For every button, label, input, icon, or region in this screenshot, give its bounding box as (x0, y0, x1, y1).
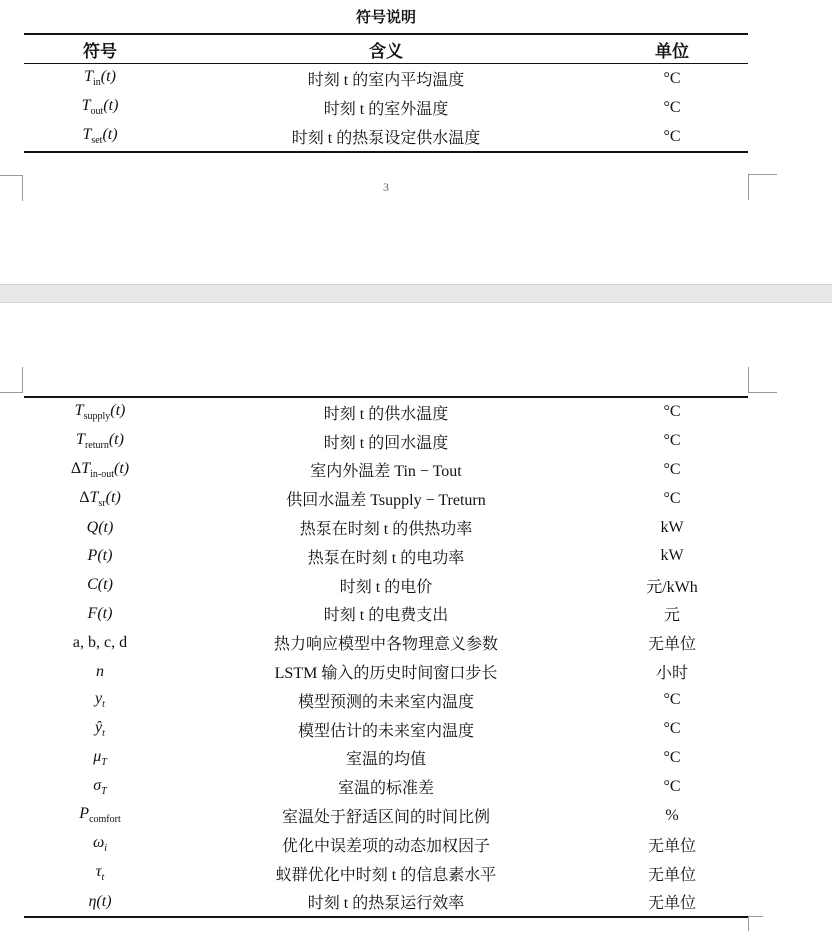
symbol-cell: $\Delta T_{in-out}(t)$ (70, 459, 130, 481)
unit-cell: 无单位 (647, 837, 696, 855)
header-symbol: 符号 (83, 41, 117, 61)
symbol-cell: a, b, c, d (72, 633, 128, 651)
meaning-cell: 热泵在时刻 t 的供热功率 (299, 521, 473, 539)
table-row (24, 571, 748, 600)
meaning-cell: 时刻 t 的供水温度 (323, 405, 449, 423)
symbol-cell: $P_{comfort}$ (79, 805, 121, 826)
unit-cell: °C (663, 98, 681, 116)
symbol-cell: $\mu_T$ (93, 747, 107, 769)
table-row (24, 657, 748, 686)
symbol-cell: C(t) (87, 576, 113, 594)
unit-cell: 元/kWh (646, 578, 698, 596)
meaning-cell: 时刻 t 的电价 (339, 578, 433, 596)
meaning-cell: 时刻 t 的室内平均温度 (307, 72, 465, 89)
meaning-cell: 时刻 t 的回水温度 (323, 434, 449, 452)
page-gap (0, 284, 832, 303)
crop-mark (0, 175, 23, 201)
meaning-cell: 模型预测的未来室内温度 (297, 693, 474, 711)
table-row (24, 456, 748, 485)
unit-cell: 小时 (655, 665, 688, 683)
unit-cell: 无单位 (647, 636, 696, 654)
table-row (24, 628, 748, 657)
table-row (24, 801, 748, 830)
symbol-cell: $ŷ_t$ (95, 719, 105, 740)
symbol-cell: $\Delta T_{sr}(t)$ (79, 488, 121, 509)
meaning-cell: 优化中误差项的动态加权因子 (281, 837, 490, 855)
meaning-cell: 热泵在时刻 t 的电功率 (307, 549, 465, 567)
symbol-cell: $T_{supply}(t)$ (74, 402, 126, 423)
meaning-cell: 热力响应模型中各物理意义参数 (273, 636, 498, 654)
meaning-cell: LSTM 输入的历史时间窗口步长 (274, 665, 498, 683)
unit-cell: 无单位 (647, 895, 696, 913)
symbol-table-part-2 (24, 396, 748, 918)
table-row (24, 397, 748, 427)
meaning-cell: 室温的标准差 (337, 780, 434, 798)
unit-cell: 元 (663, 607, 680, 625)
meaning-cell: 模型估计的未来室内温度 (297, 722, 474, 740)
meaning-cell: 室温处于舒适区间的时间比例 (281, 809, 490, 827)
meaning-cell: 时刻 t 的室外温度 (323, 101, 449, 118)
unit-cell: °C (663, 127, 681, 145)
symbol-cell: $\omega_i$ (92, 834, 108, 855)
table-row (24, 484, 748, 513)
crop-mark (748, 367, 777, 393)
meaning-cell: 时刻 t 的热泵运行效率 (307, 895, 465, 913)
symbol-cell: P(t) (87, 547, 113, 565)
symbol-cell: $T_{out}(t)$ (81, 97, 119, 118)
table-row (24, 715, 748, 744)
table-row (24, 859, 748, 888)
unit-cell: °C (663, 748, 681, 766)
header-meaning: 含义 (369, 41, 403, 61)
symbol-cell: n (96, 662, 104, 680)
table-row (24, 427, 748, 456)
unit-cell: % (665, 806, 679, 824)
crop-mark (748, 174, 777, 200)
table-row (24, 686, 748, 715)
symbol-cell: $y_t$ (95, 690, 105, 711)
symbol-cell: $\sigma_T$ (93, 776, 107, 797)
table-row (24, 93, 748, 122)
meaning-cell: 蚁群优化中时刻 t 的信息素水平 (275, 866, 497, 884)
table-row (24, 542, 748, 571)
meaning-cell: 时刻 t 的电费支出 (323, 607, 449, 625)
table-row (24, 830, 748, 859)
symbol-cell: Q(t) (86, 518, 114, 536)
table-row (24, 744, 748, 773)
table-row (24, 600, 748, 629)
unit-cell: °C (663, 489, 681, 507)
table-title: 符号说明 (355, 10, 416, 26)
unit-cell: kW (660, 547, 684, 565)
table-row (24, 122, 748, 152)
unit-cell: 无单位 (647, 866, 696, 884)
symbol-cell: F(t) (87, 604, 113, 622)
table-row (24, 772, 748, 801)
meaning-cell: 室温的均值 (345, 751, 426, 769)
crop-mark (0, 367, 23, 393)
unit-cell: °C (663, 460, 681, 478)
symbol-cell: $T_{in}(t)$ (84, 68, 116, 89)
unit-cell: °C (663, 777, 681, 795)
table-row (24, 888, 748, 918)
symbol-cell: $T_{set}(t)$ (82, 126, 118, 147)
meaning-cell: 室内外温差 Tin − Tout (310, 463, 462, 481)
unit-cell: °C (663, 720, 681, 738)
document-page-2 (0, 303, 832, 929)
unit-cell: °C (663, 69, 681, 87)
unit-cell: °C (663, 403, 681, 421)
meaning-cell: 供回水温差 Tsupply − Treturn (286, 492, 486, 510)
unit-cell: kW (660, 518, 684, 536)
document-page-1 (0, 0, 832, 284)
table-row (24, 513, 748, 542)
meaning-cell: 时刻 t 的热泵设定供水温度 (291, 130, 481, 147)
unit-cell: °C (663, 691, 681, 709)
table-row (24, 64, 748, 94)
header-unit: 单位 (655, 41, 689, 61)
symbol-cell: $\tau_t$ (95, 863, 105, 884)
page-number: 3 (383, 180, 389, 194)
symbol-cell: η(t) (88, 892, 112, 910)
unit-cell: °C (663, 432, 681, 450)
table-header-row (24, 34, 748, 64)
symbol-cell: $T_{return}(t)$ (76, 431, 124, 452)
symbol-table-part-1 (24, 33, 748, 153)
